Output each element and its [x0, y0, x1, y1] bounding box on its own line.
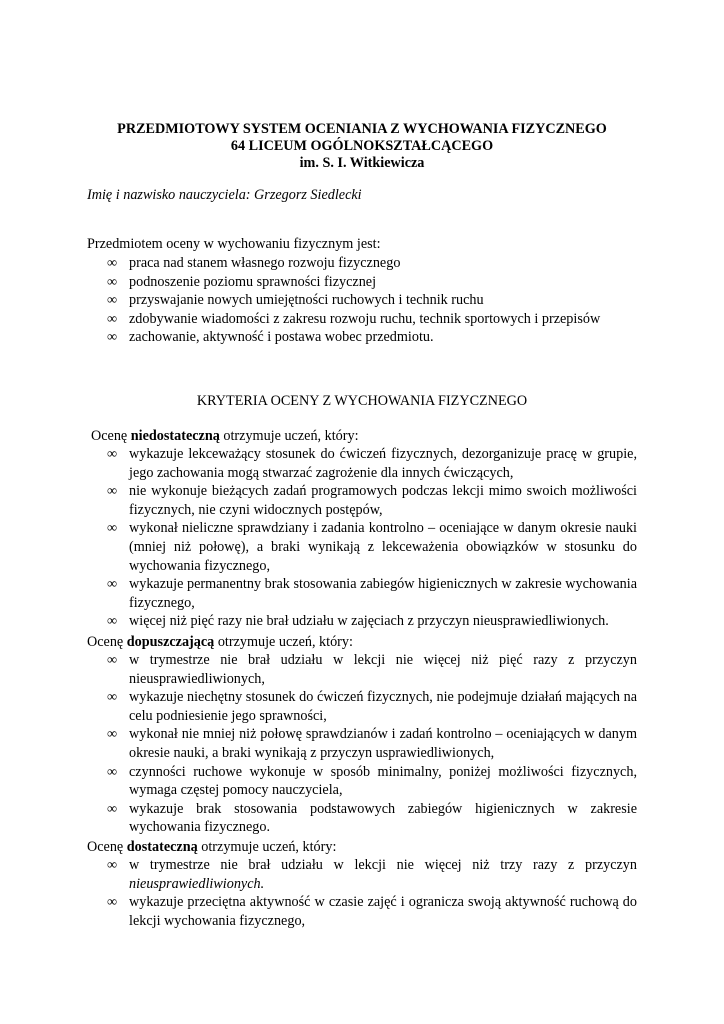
infinity-bullet-icon: ∞ [107, 726, 118, 743]
grade-name: dopuszczającą [126, 634, 215, 650]
subject-list [107, 254, 627, 347]
document-title-line-1: PRZEDMIOTOWY SYSTEM OCENIANIA Z WYCHOWANIA FIZYCZNEGO [117, 121, 607, 137]
infinity-bullet-icon: ∞ [107, 483, 118, 500]
grade-heading-niedostateczna: Ocenę niedostateczną otrzymuje uczeń, który: [91, 428, 359, 444]
list-item: ∞ wykazuje niechętny stosunek do ćwiczeń fizycznych, nie podejmuje działań mających na celu podniesienie jego sprawności, [107, 689, 637, 724]
infinity-bullet-icon: ∞ [107, 800, 118, 817]
infinity-bullet-icon: ∞ [107, 292, 118, 309]
grade-name: niedostateczną [130, 428, 220, 444]
document-title-line-3: im. S. I. Witkiewicza [299, 155, 425, 171]
list-item: ∞ praca nad stanem własnego rozwoju fizycznego [107, 255, 401, 271]
teacher-name: Imię i nazwisko nauczyciela: Grzegorz Siedlecki [87, 187, 362, 203]
list-item: ∞ zdobywanie wiadomości z zakresu rozwoju ruchu, technik sportowych i przepisów [107, 310, 601, 327]
list-item: ∞ podnoszenie poziomu sprawności fizycznej [107, 273, 377, 290]
list-item: ∞ w trymestrze nie brał udziału w lekcji nie więcej niż pięć razy z przyczyn nieusprawiedliwionych, [107, 652, 637, 687]
infinity-bullet-icon: ∞ [107, 689, 118, 706]
list-item: ∞ zachowanie, aktywność i postawa wobec przedmiotu. [107, 329, 434, 346]
list-item: ∞ wykazuje lekceważący stosunek do ćwiczeń fizycznych, dezorganizuje pracę w grupie, jego zachowania mogą stwarzać zagrożenie dla innych ćwiczących, [107, 446, 637, 481]
infinity-bullet-icon: ∞ [107, 894, 118, 911]
subject-intro: Przedmiotem oceny w wychowaniu fizycznym jest: [87, 236, 381, 252]
infinity-bullet-icon: ∞ [107, 857, 118, 873]
list-item: ∞ wykonał nieliczne sprawdziany i zadania kontrolno – oceniające w danym okresie nauki (mniej niż połowę), a braki wynikają z lekceważenia obowiązków w stosunku do wychowania fizycznego, [107, 520, 637, 574]
list-item: ∞ wykazuje brak stosowania podstawowych zabiegów higienicznych w zakresie wychowania fizycznego. [107, 800, 637, 836]
list-item: ∞ więcej niż pięć razy nie brał udziału w zajęciach z przyczyn nieusprawiedliwionych. [107, 613, 609, 630]
infinity-bullet-icon: ∞ [107, 329, 118, 346]
infinity-bullet-icon: ∞ [107, 576, 118, 593]
list-item: ∞ w trymestrze nie brał udziału w lekcji nie więcej niż trzy razy z przyczyn nieusprawiedliwionych. [107, 857, 637, 892]
infinity-bullet-icon: ∞ [107, 255, 118, 271]
criteria-heading: KRYTERIA OCENY Z WYCHOWANIA FIZYCZNEGO [196, 393, 528, 409]
list-item: ∞ przyswajanie nowych umiejętności ruchowych i technik ruchu [107, 292, 484, 309]
list-item: ∞ czynności ruchowe wykonuje w sposób minimalny, poniżej możliwości fizycznych, wymaga częstej pomocy nauczyciela, [107, 763, 637, 799]
document-title-line-2: 64 LICEUM OGÓLNOKSZTAŁCĄCEGO [230, 138, 494, 154]
grade-criteria-list [107, 856, 637, 930]
grade-heading-dostateczna: Ocenę dostateczną otrzymuje uczeń, który: [87, 839, 337, 855]
infinity-bullet-icon: ∞ [107, 613, 118, 630]
grade-criteria-list [107, 445, 637, 631]
infinity-bullet-icon: ∞ [107, 273, 118, 290]
grade-name: dostateczną [126, 839, 198, 855]
infinity-bullet-icon: ∞ [107, 763, 118, 780]
list-item: ∞ wykonał nie mniej niż połowę sprawdzianów i zadań kontrolno – oceniających w danym okresie nauki, a braki wynikają z przyczyn usprawiedliwionych, [107, 726, 637, 761]
list-item: ∞ nie wykonuje bieżących zadań programowych podczas lekcji mimo swoich możliwości fizycznych, nie czyni widocznych postępów, [107, 483, 637, 518]
infinity-bullet-icon: ∞ [107, 520, 118, 537]
grade-criteria-list [107, 651, 637, 837]
list-item: ∞ wykazuje permanentny brak stosowania zabiegów higienicznych w zakresie wychowania fizycznego, [107, 576, 637, 611]
list-item: ∞ wykazuje przeciętna aktywność w czasie zajęć i ogranicza swoją aktywność ruchową do lekcji wychowania fizycznego, [107, 894, 637, 929]
infinity-bullet-icon: ∞ [107, 652, 118, 668]
infinity-bullet-icon: ∞ [107, 310, 118, 327]
infinity-bullet-icon: ∞ [107, 446, 118, 462]
grade-heading-dopuszczajaca: Ocenę dopuszczającą otrzymuje uczeń, który: [87, 634, 353, 650]
